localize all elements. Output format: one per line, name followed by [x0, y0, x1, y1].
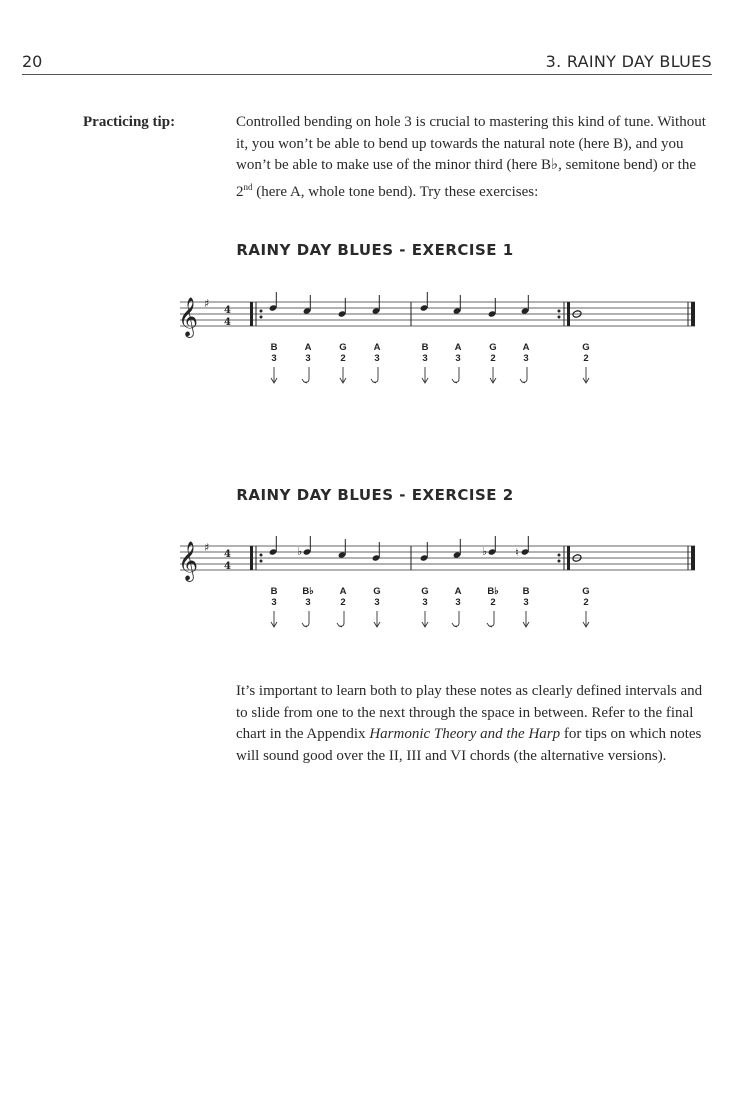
bend-arrow-icon [489, 611, 494, 626]
body-paragraph [236, 681, 706, 767]
page-number: 20 [22, 52, 43, 71]
tab-hole-number: 2 [340, 353, 346, 364]
tip-label: Practicing tip: [83, 114, 176, 130]
tab-hole-number: 2 [583, 597, 589, 608]
tab-note-letter: B♭ [487, 586, 499, 597]
exercise-2-staff [0, 534, 750, 634]
tab-note-letter: A [454, 342, 462, 353]
bend-arrow-head [337, 623, 342, 627]
tab-note-letter: A [373, 342, 381, 353]
tab-hole-number: 3 [374, 597, 380, 608]
tab-note-letter: B [522, 586, 530, 597]
page-header [22, 46, 712, 75]
tab-note-letter: G [582, 586, 590, 597]
final-thick-barline [691, 546, 695, 570]
repeat-start-thick-barline [250, 546, 253, 570]
tab-note-letter: G [582, 342, 590, 353]
bend-arrow-icon [339, 611, 344, 626]
repeat-end-thick-barline [567, 546, 570, 570]
treble-clef-icon: 𝄞 [178, 541, 199, 581]
tab-hole-number: 3 [422, 353, 428, 364]
repeat-dot [558, 310, 561, 313]
tab-note-letter: A [304, 342, 312, 353]
time-signature-bottom: 4 [224, 561, 231, 572]
flat-accidental-icon: ♭ [482, 545, 488, 558]
repeat-start-thick-barline [250, 302, 253, 326]
bend-arrow-head [302, 623, 307, 627]
flat-accidental-icon: ♭ [297, 545, 303, 558]
tab-hole-number: 3 [523, 597, 529, 608]
tab-hole-number: 3 [305, 597, 311, 608]
tip-text [236, 112, 706, 203]
bend-arrow-icon [522, 367, 527, 382]
tip-text-part2: (here A, whole tone bend). Try these exercises: [252, 183, 539, 200]
tab-hole-number: 3 [422, 597, 428, 608]
repeat-end-thick-barline [567, 302, 570, 326]
bend-arrow-head [520, 379, 525, 383]
body-text-part1: It’s important to learn both to play these notes as clearly defined intervals and to slide from one to the next through the space in between. Refer to the final chart in the Appendix [236, 683, 703, 742]
tab-hole-number: 3 [455, 597, 461, 608]
tab-hole-number: 2 [490, 353, 496, 364]
tab-hole-number: 3 [374, 353, 380, 364]
tab-note-letter: B [270, 342, 278, 353]
bend-arrow-head [452, 379, 457, 383]
key-signature-sharp-icon: ♯ [204, 297, 210, 310]
bend-arrow-head [487, 623, 492, 627]
time-signature-top: 4 [224, 549, 231, 560]
bend-arrow-icon [304, 367, 309, 382]
chapter-title: 3. RAINY DAY BLUES [545, 52, 712, 71]
tab-note-letter: A [454, 586, 462, 597]
natural-accidental-icon: ♮ [515, 546, 519, 559]
tab-hole-number: 3 [455, 353, 461, 364]
tab-hole-number: 2 [340, 597, 346, 608]
treble-clef-icon: 𝄞 [178, 297, 199, 337]
time-signature-top: 4 [224, 305, 231, 316]
exercise-1-title: RAINY DAY BLUES - EXERCISE 1 [236, 241, 514, 259]
bend-arrow-icon [454, 611, 459, 626]
exercise-1-staff [0, 290, 750, 390]
bend-arrow-icon [373, 367, 378, 382]
appendix-title: Harmonic Theory and the Harp [369, 726, 561, 742]
tip-text-superscript: nd [243, 181, 253, 192]
tab-note-letter: G [421, 586, 429, 597]
repeat-dot [260, 310, 263, 313]
exercise-2-title: RAINY DAY BLUES - EXERCISE 2 [236, 486, 514, 504]
repeat-dot [260, 560, 263, 563]
repeat-dot [558, 560, 561, 563]
bend-arrow-head [452, 623, 457, 627]
tab-note-letter: G [339, 342, 347, 353]
bend-arrow-head [302, 379, 307, 383]
bend-arrow-head [371, 379, 376, 383]
tab-note-letter: B♭ [302, 586, 314, 597]
tab-note-letter: B [421, 342, 429, 353]
tab-hole-number: 3 [305, 353, 311, 364]
tab-hole-number: 3 [271, 353, 277, 364]
tab-note-letter: A [339, 586, 347, 597]
key-signature-sharp-icon: ♯ [204, 541, 210, 554]
bend-arrow-icon [304, 611, 309, 626]
body-text-part2: for tips on which notes will sound good over the II, III and VI chords (the alternative versions). [236, 726, 702, 764]
bend-arrow-icon [454, 367, 459, 382]
tip-text-part1: Controlled bending on hole 3 is crucial to mastering this kind of tune. Without it, you won’t be able to bend up towards the natural note (here B), and you won’t be able to make use of the minor third (here B♭, semitone bend) or the 2 [236, 114, 706, 200]
tab-note-letter: A [522, 342, 530, 353]
repeat-dot [558, 554, 561, 557]
repeat-dot [260, 316, 263, 319]
tab-hole-number: 2 [490, 597, 496, 608]
repeat-dot [558, 316, 561, 319]
final-thick-barline [691, 302, 695, 326]
repeat-dot [260, 554, 263, 557]
tab-note-letter: B [270, 586, 278, 597]
time-signature-bottom: 4 [224, 317, 231, 328]
tab-note-letter: G [489, 342, 497, 353]
tab-hole-number: 3 [271, 597, 277, 608]
tab-note-letter: G [373, 586, 381, 597]
tab-hole-number: 2 [583, 353, 589, 364]
tab-hole-number: 3 [523, 353, 529, 364]
